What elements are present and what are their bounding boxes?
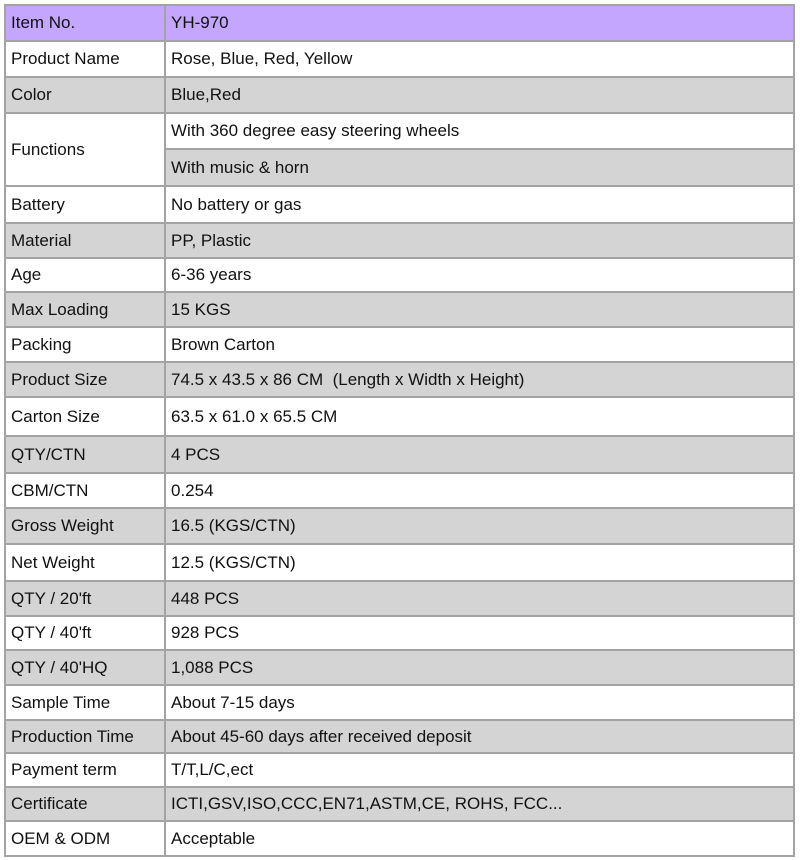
row-value: About 7-15 days bbox=[165, 685, 794, 720]
row-label: Max Loading bbox=[5, 292, 165, 327]
table-row-product-size bbox=[5, 362, 794, 397]
row-value: ICTI,GSV,ISO,CCC,EN71,ASTM,CE, ROHS, FCC... bbox=[165, 787, 794, 821]
table-row-carton-size bbox=[5, 397, 794, 436]
table-row-color bbox=[5, 77, 794, 113]
row-value: 0.254 bbox=[165, 473, 794, 508]
table-row-gross-weight bbox=[5, 508, 794, 544]
row-label: Age bbox=[5, 258, 165, 292]
row-value: 74.5 x 43.5 x 86 CM (Length x Width x Height) bbox=[165, 362, 794, 397]
row-label: Material bbox=[5, 223, 165, 258]
row-label: Functions bbox=[5, 113, 165, 186]
row-label: Production Time bbox=[5, 720, 165, 753]
row-label: Certificate bbox=[5, 787, 165, 821]
row-value: T/T,L/C,ect bbox=[165, 753, 794, 787]
row-value: PP, Plastic bbox=[165, 223, 794, 258]
table-row-net-weight bbox=[5, 544, 794, 581]
table-row-battery bbox=[5, 186, 794, 223]
row-label: Net Weight bbox=[5, 544, 165, 581]
row-value: About 45-60 days after received deposit bbox=[165, 720, 794, 753]
row-value: Blue,Red bbox=[165, 77, 794, 113]
row-value: Rose, Blue, Red, Yellow bbox=[165, 41, 794, 77]
row-value: 1,088 PCS bbox=[165, 650, 794, 685]
row-label: Carton Size bbox=[5, 397, 165, 436]
row-label: Payment term bbox=[5, 753, 165, 787]
row-label: QTY/CTN bbox=[5, 436, 165, 473]
table-row-material bbox=[5, 223, 794, 258]
row-label: CBM/CTN bbox=[5, 473, 165, 508]
row-value: 6-36 years bbox=[165, 258, 794, 292]
row-value: 63.5 x 61.0 x 65.5 CM bbox=[165, 397, 794, 436]
row-value: 12.5 (KGS/CTN) bbox=[165, 544, 794, 581]
row-label: QTY / 40'HQ bbox=[5, 650, 165, 685]
table-row-payment-term bbox=[5, 753, 794, 787]
row-value: 15 KGS bbox=[165, 292, 794, 327]
row-value: Brown Carton bbox=[165, 327, 794, 362]
row-label: Product Size bbox=[5, 362, 165, 397]
table-row-sample-time bbox=[5, 685, 794, 720]
row-value: 16.5 (KGS/CTN) bbox=[165, 508, 794, 544]
row-label: OEM & ODM bbox=[5, 821, 165, 856]
row-value: 928 PCS bbox=[165, 616, 794, 650]
row-label: Battery bbox=[5, 186, 165, 223]
row-label: Sample Time bbox=[5, 685, 165, 720]
table-row-packing bbox=[5, 327, 794, 362]
row-value: No battery or gas bbox=[165, 186, 794, 223]
row-value: 4 PCS bbox=[165, 436, 794, 473]
table-row-oem-odm bbox=[5, 821, 794, 856]
table-row-cbm-ctn bbox=[5, 473, 794, 508]
row-value: 448 PCS bbox=[165, 581, 794, 616]
row-label: QTY / 20'ft bbox=[5, 581, 165, 616]
table-row-qty-40ft bbox=[5, 616, 794, 650]
row-label: Color bbox=[5, 77, 165, 113]
row-label: Item No. bbox=[5, 5, 165, 41]
row-value: With music & horn bbox=[165, 149, 794, 186]
table-row-qty-ctn bbox=[5, 436, 794, 473]
table-row-certificate bbox=[5, 787, 794, 821]
row-value: With 360 degree easy steering wheels bbox=[165, 113, 794, 149]
table-row-production-time bbox=[5, 720, 794, 753]
row-label: QTY / 40'ft bbox=[5, 616, 165, 650]
table-row-product-name bbox=[5, 41, 794, 77]
table-row-qty-40hq bbox=[5, 650, 794, 685]
row-label: Product Name bbox=[5, 41, 165, 77]
row-label: Packing bbox=[5, 327, 165, 362]
row-value: YH-970 bbox=[165, 5, 794, 41]
table-row-age bbox=[5, 258, 794, 292]
table-row-functions-1 bbox=[5, 113, 794, 149]
row-label: Gross Weight bbox=[5, 508, 165, 544]
table-row-qty-20ft bbox=[5, 581, 794, 616]
table-row-item-no bbox=[5, 5, 794, 41]
row-value: Acceptable bbox=[165, 821, 794, 856]
table-row-max-loading bbox=[5, 292, 794, 327]
product-spec-table bbox=[4, 4, 795, 857]
